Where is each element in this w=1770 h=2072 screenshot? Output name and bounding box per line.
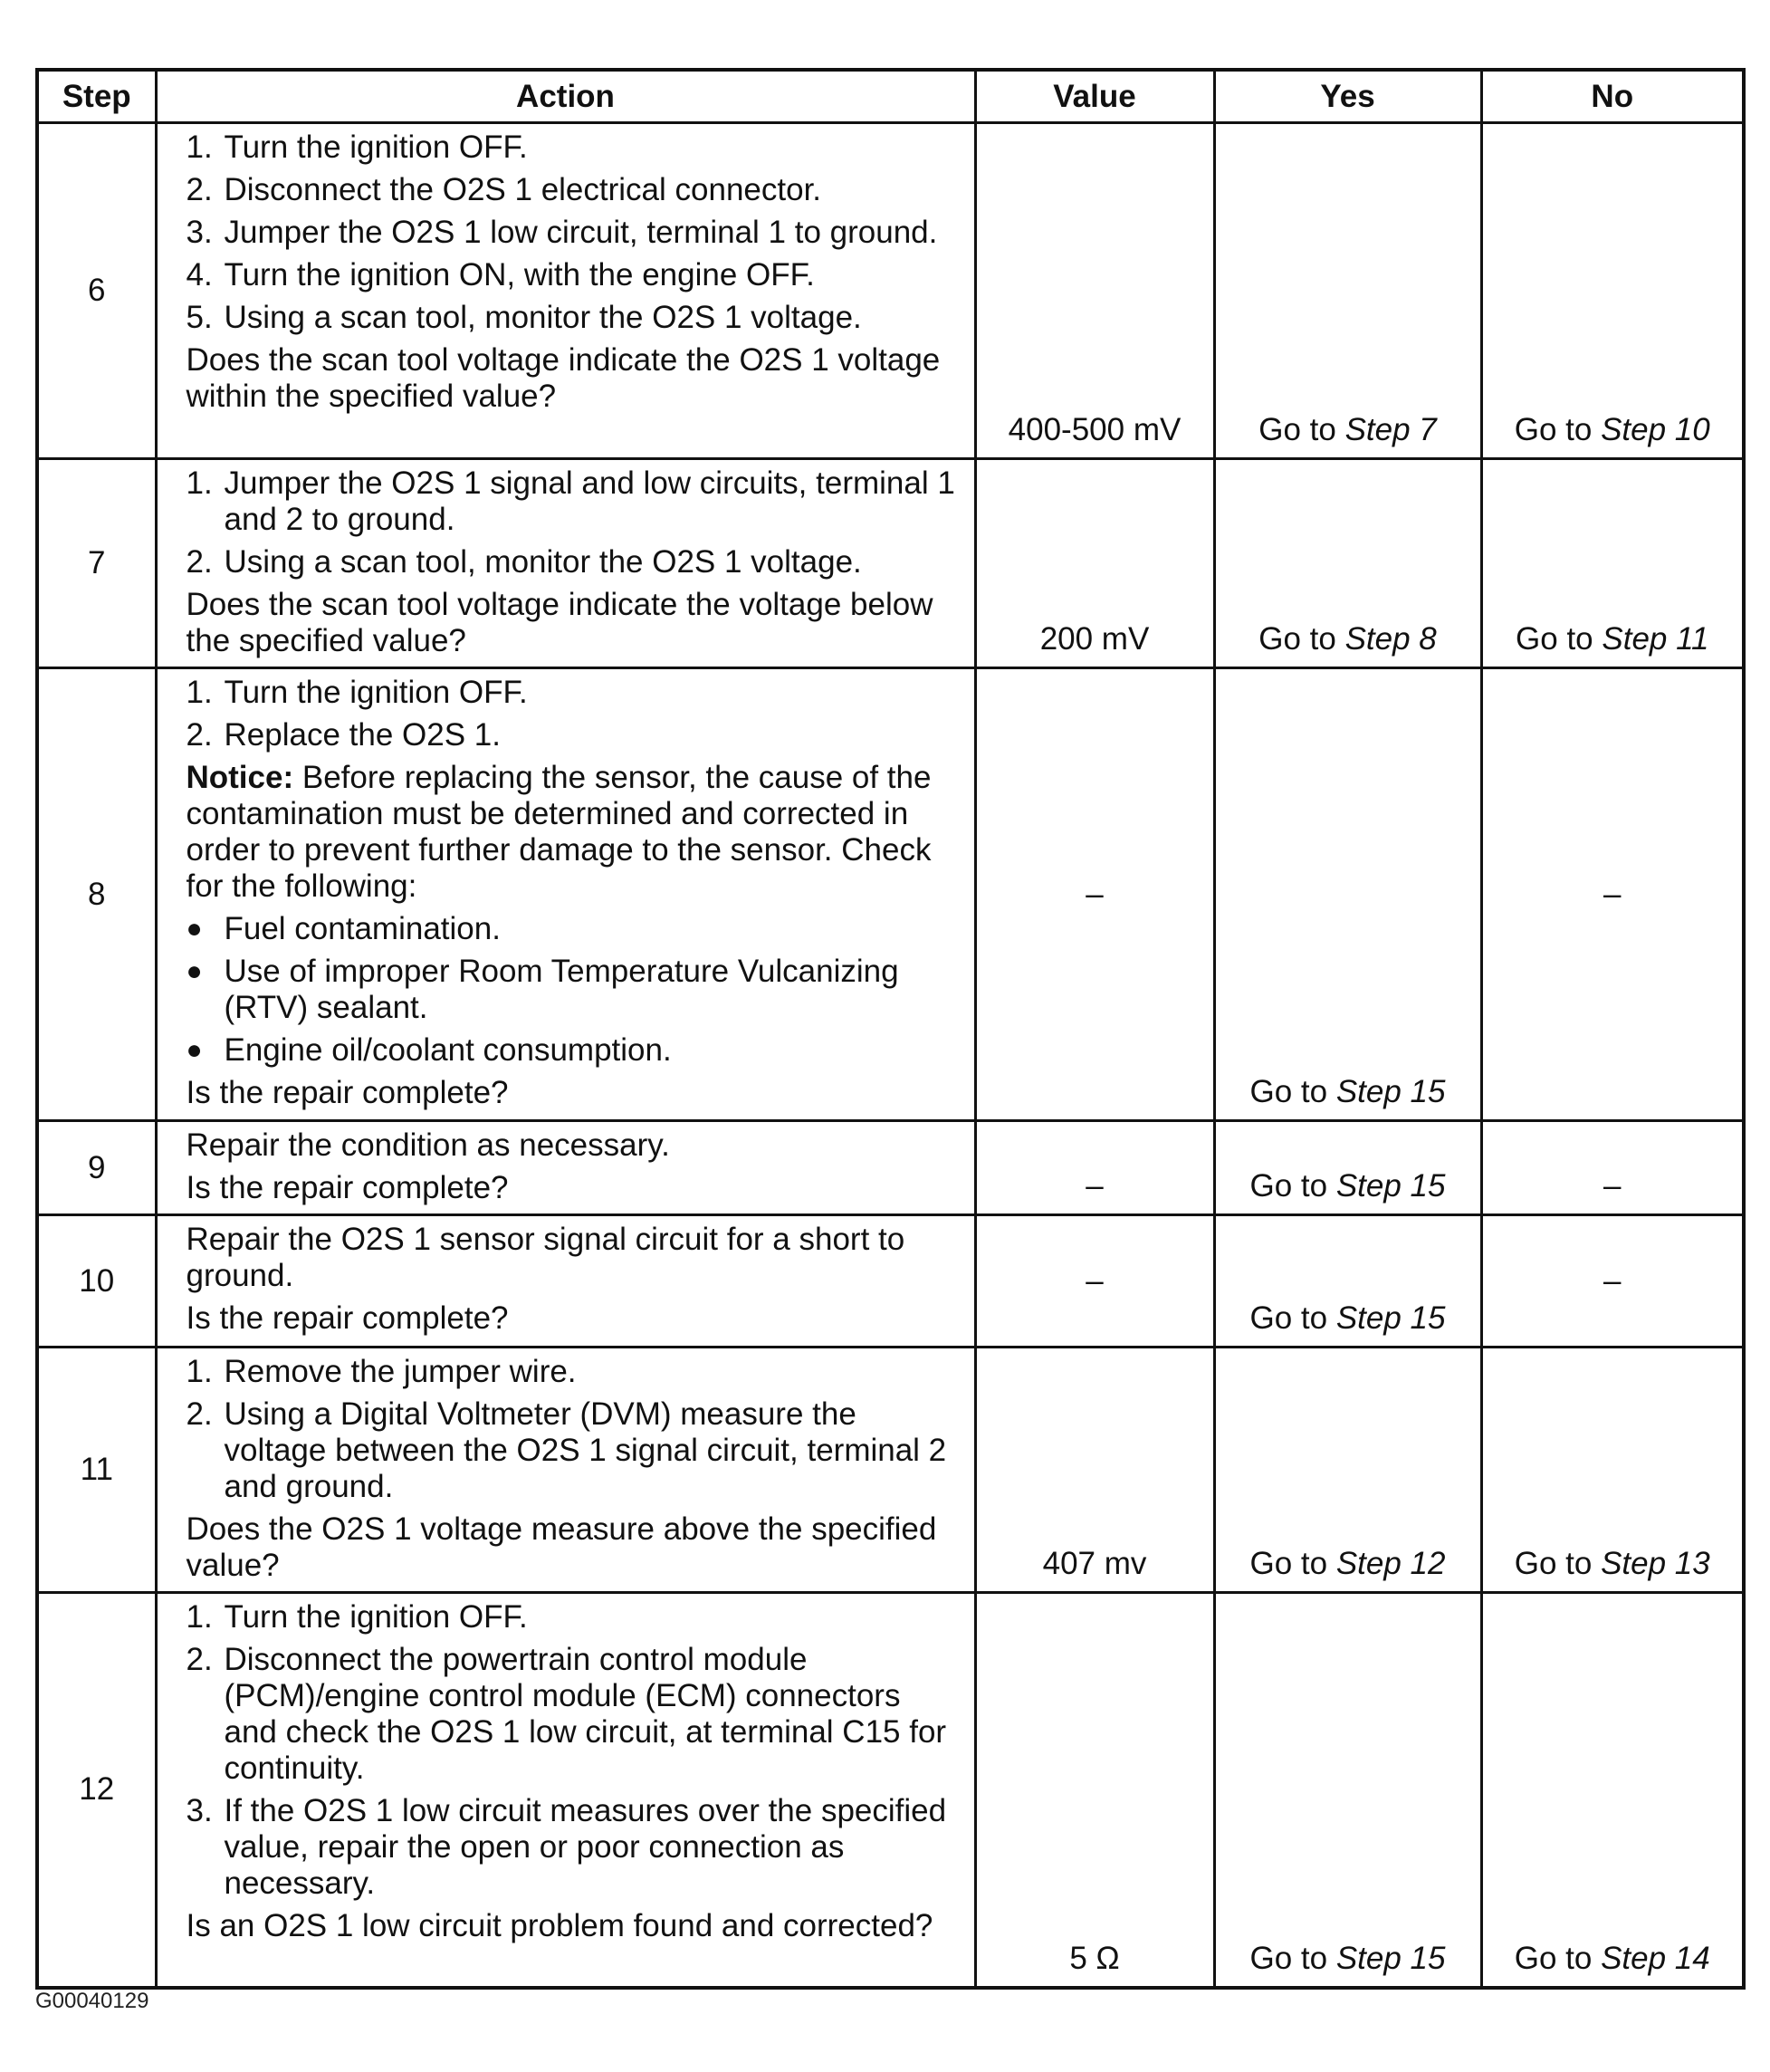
- action-question: Is the repair complete?: [186, 1075, 509, 1110]
- notice-label: Notice:: [186, 760, 294, 795]
- action-question: Does the scan tool voltage indicate the voltage below the specified value?: [186, 587, 933, 658]
- action-item: 2. Disconnect the O2S 1 electrical connector.: [186, 172, 822, 207]
- no-cell: Go to Step 10: [1481, 123, 1744, 459]
- bullet-icon: ●: [186, 1035, 203, 1065]
- step-number: 11: [37, 1348, 156, 1593]
- value-cell: 200 mV: [975, 459, 1214, 668]
- yes-step-link: Step 15: [1335, 1300, 1446, 1336]
- item-number: 2.: [186, 1396, 213, 1432]
- item-number: 1.: [186, 130, 213, 165]
- yes-cell: Go to Step 15: [1214, 1121, 1481, 1215]
- action-cell: [156, 1348, 975, 1593]
- action-cell: [156, 459, 975, 668]
- action-item: 1. Remove the jumper wire.: [186, 1354, 577, 1389]
- item-number: 1.: [186, 1599, 213, 1635]
- item-number: 2.: [186, 1642, 213, 1677]
- action-cell: [156, 1593, 975, 1988]
- action-item: 1. Turn the ignition OFF.: [186, 130, 528, 165]
- action-cell: [156, 123, 975, 459]
- action-item: 2. Using a Digital Voltmeter (DVM) measure the voltage between the O2S 1 signal circuit, terminal 2 and ground.: [186, 1396, 947, 1504]
- item-number: 2.: [186, 717, 213, 753]
- yes-cell: Go to Step 7: [1214, 123, 1481, 459]
- yes-cell: Go to Step 8: [1214, 459, 1481, 668]
- value-cell: –: [975, 1121, 1214, 1215]
- action-cell: [156, 668, 975, 1121]
- action-item: 1. Jumper the O2S 1 signal and low circuits, terminal 1 and 2 to ground.: [186, 465, 955, 537]
- step-number: 9: [37, 1121, 156, 1215]
- yes-cell: Go to Step 12: [1214, 1348, 1481, 1593]
- yes-cell: Go to Step 15: [1214, 1215, 1481, 1348]
- action-item: 1. Turn the ignition OFF.: [186, 675, 528, 710]
- step-number: 6: [37, 123, 156, 459]
- no-step-link: Step 13: [1601, 1546, 1710, 1581]
- action-text: Repair the condition as necessary.: [186, 1127, 670, 1163]
- action-item: 5. Using a scan tool, monitor the O2S 1 voltage.: [186, 300, 862, 335]
- action-cell: [156, 1215, 975, 1348]
- action-question: Is an O2S 1 low circuit problem found and corrected?: [186, 1908, 933, 1943]
- action-cell: [156, 1121, 975, 1215]
- action-question: Is the repair complete?: [186, 1300, 509, 1336]
- header-value: Value: [975, 70, 1214, 123]
- action-question: Does the O2S 1 voltage measure above the specified value?: [186, 1511, 937, 1583]
- no-cell: –: [1481, 1121, 1744, 1215]
- item-number: 1.: [186, 1354, 213, 1389]
- item-number: 3.: [186, 1793, 213, 1828]
- action-question: Does the scan tool voltage indicate the O2S 1 voltage within the specified value?: [186, 342, 941, 414]
- figure-id: G00040129: [35, 1989, 149, 2013]
- value-cell: 5 Ω: [975, 1593, 1214, 1988]
- no-cell: Go to Step 11: [1481, 459, 1744, 668]
- value-cell: –: [975, 1215, 1214, 1348]
- item-number: 1.: [186, 675, 213, 710]
- bullet-item: ● Fuel contamination.: [186, 911, 501, 946]
- item-number: 2.: [186, 172, 213, 207]
- header-action: Action: [156, 70, 975, 123]
- table-row: [37, 1348, 1744, 1593]
- table-row: [37, 459, 1744, 668]
- yes-cell: Go to Step 15: [1214, 1593, 1481, 1988]
- step-number: 8: [37, 668, 156, 1121]
- bullet-item: ● Engine oil/coolant consumption.: [186, 1032, 672, 1068]
- header-step: Step: [37, 70, 156, 123]
- header-no: No: [1481, 70, 1744, 123]
- table-row: [37, 1593, 1744, 1988]
- notice: [187, 760, 958, 905]
- no-step-link: Step 14: [1601, 1940, 1710, 1976]
- step-number: 10: [37, 1215, 156, 1348]
- no-cell: Go to Step 14: [1481, 1593, 1744, 1988]
- step-number: 7: [37, 459, 156, 668]
- table-row: [37, 1121, 1744, 1215]
- yes-step-link: Step 15: [1335, 1940, 1446, 1976]
- action-item: 2. Using a scan tool, monitor the O2S 1 voltage.: [186, 544, 862, 580]
- item-number: 4.: [186, 257, 213, 293]
- header-yes: Yes: [1214, 70, 1481, 123]
- yes-cell: Go to Step 15: [1214, 668, 1481, 1121]
- yes-step-link: Step 7: [1344, 412, 1437, 447]
- bullet-icon: ●: [186, 956, 203, 986]
- item-number: 2.: [186, 544, 213, 580]
- no-cell: –: [1481, 1215, 1744, 1348]
- step-number: 12: [37, 1593, 156, 1988]
- action-item: 3. Jumper the O2S 1 low circuit, terminal 1 to ground.: [186, 215, 938, 250]
- notice-text: Before replacing the sensor, the cause of the contamination must be determined and corrected in order to prevent further damage to the sensor. Check for the following:: [186, 760, 932, 904]
- no-cell: Go to Step 13: [1481, 1348, 1744, 1593]
- value-cell: 400-500 mV: [975, 123, 1214, 459]
- bullet-item: ● Use of improper Room Temperature Vulcanizing (RTV) sealant.: [186, 954, 899, 1025]
- yes-step-link: Step 8: [1344, 621, 1437, 657]
- yes-step-link: Step 15: [1335, 1074, 1446, 1109]
- action-item: 3. If the O2S 1 low circuit measures over the specified value, repair the open or poor connection as necessary.: [186, 1793, 947, 1901]
- item-number: 5.: [186, 300, 213, 335]
- no-step-link: Step 10: [1601, 412, 1710, 447]
- table-row: [37, 1215, 1744, 1348]
- action-question: Is the repair complete?: [186, 1170, 509, 1205]
- yes-step-link: Step 15: [1335, 1168, 1446, 1204]
- item-number: 3.: [186, 215, 213, 250]
- table-row: [37, 123, 1744, 459]
- diagnostic-table: [35, 68, 1746, 1990]
- action-item: 4. Turn the ignition ON, with the engine OFF.: [186, 257, 815, 293]
- action-item: 2. Disconnect the powertrain control module (PCM)/engine control module (ECM) connectors and check the O2S 1 low circuit, at terminal C15 for continuity.: [186, 1642, 947, 1786]
- action-item: 1. Turn the ignition OFF.: [186, 1599, 528, 1635]
- value-cell: –: [975, 668, 1214, 1121]
- yes-step-link: Step 12: [1335, 1546, 1446, 1581]
- item-number: 1.: [186, 465, 213, 501]
- no-cell: –: [1481, 668, 1744, 1121]
- no-step-link: Step 11: [1602, 621, 1709, 657]
- header-row: [37, 70, 1744, 123]
- table-row: [37, 668, 1744, 1121]
- action-item: 2. Replace the O2S 1.: [186, 717, 501, 753]
- value-cell: 407 mv: [975, 1348, 1214, 1593]
- action-text: Repair the O2S 1 sensor signal circuit for a short to ground.: [186, 1222, 905, 1293]
- bullet-icon: ●: [186, 914, 203, 944]
